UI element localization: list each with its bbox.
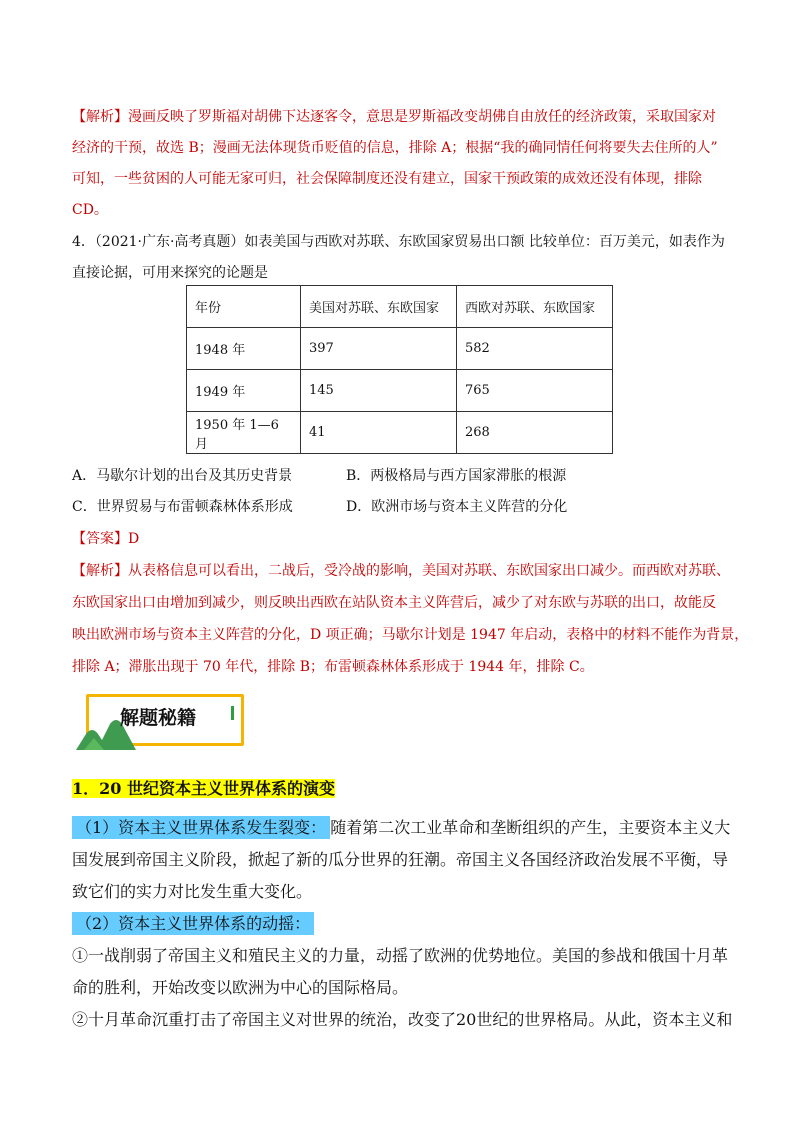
- analysis-label: 【解析】: [72, 563, 128, 579]
- answer-label: 【答案】: [72, 531, 128, 547]
- analysis-line: 【解析】从表格信息可以看出，二战后，受冷战的影响，美国对苏联、东欧国家出口减少。而西欧对苏联、: [72, 563, 730, 579]
- table-header: 年份: [187, 286, 301, 328]
- analysis-line: 可知，一些贫困的人可能无家可归，社会保障制度还没有建立，国家干预政策的成效还没有体现，排除: [72, 171, 702, 187]
- analysis-label: 【解析】: [72, 109, 128, 125]
- question-stem: 直接论据，可用来探究的论题是: [72, 265, 268, 281]
- table-row: [187, 412, 613, 454]
- table-cell: 1949 年: [187, 370, 301, 412]
- table-cell: 41: [301, 412, 457, 454]
- table-cell: 397: [301, 328, 457, 370]
- answer-line: [72, 528, 139, 548]
- analysis-line: 排除 A；滞胀出现于 70 年代，排除 B；布雷顿森林体系形成于 1944 年，排除 C。: [72, 659, 594, 675]
- trade-table: [186, 285, 613, 454]
- table-cell: 268: [457, 412, 613, 454]
- analysis-line: 【解析】漫画反映了罗斯福对胡佛下达逐客令，意思是罗斯福改变胡佛自由放任的经济政策，采取国家对: [72, 109, 716, 125]
- table-header: 美国对苏联、东欧国家: [301, 286, 457, 328]
- analysis-line: 东欧国家出口由增加到减少，则反映出西欧在站队资本主义阵营后，减少了对东欧与苏联的出口，故能反: [72, 595, 716, 611]
- paragraph-line: ①一战削弱了帝国主义和殖民主义的力量，动摇了欧洲的优势地位。美国的参战和俄国十月革: [72, 946, 729, 965]
- badge-title: 解题秘籍: [120, 707, 197, 729]
- table-row: [187, 370, 613, 412]
- analysis-line: 经济的干预，故选 B；漫画无法体现货币贬值的信息，排除 A；根据“我的确同情任何将要失去住所的人”: [72, 140, 718, 156]
- table-row: [187, 328, 613, 370]
- paragraph-line: ②十月革命沉重打击了帝国主义对世界的统治，改变了20世纪的世界格局。从此，资本主义和: [72, 1010, 733, 1029]
- option-b: B．两极格局与西方国家滞胀的根源: [346, 468, 567, 484]
- option-d: D．欧洲市场与资本主义阵营的分化: [346, 499, 568, 515]
- subsection-label: （1）资本主义世界体系发生裂变：: [72, 816, 330, 839]
- option-c: C．世界贸易与布雷顿森林体系形成: [72, 499, 293, 515]
- tips-badge: [76, 690, 248, 750]
- paragraph-line: 命的胜利，开始改变以欧洲为中心的国际格局。: [72, 978, 409, 997]
- section-title: 1．20 世纪资本主义世界体系的演变: [72, 779, 335, 798]
- table-row: [187, 286, 613, 328]
- table-cell: 1948 年: [187, 328, 301, 370]
- paragraph-line: 国发展到帝国主义阶段，掀起了新的瓜分世界的狂潮。帝国主义各国经济政治发展不平衡，导: [72, 850, 729, 869]
- table-cell: 145: [301, 370, 457, 412]
- table-cell: 1950 年 1—6 月: [187, 412, 301, 454]
- analysis-line: 映出欧洲市场与资本主义阵营的分化，D 项正确；马歇尔计划是 1947 年启动，表格中的材料不能作为背景，: [72, 627, 749, 643]
- answer-value: D: [128, 531, 140, 547]
- paragraph-line: （1）资本主义世界体系发生裂变： 随着第二次工业革命和垄断组织的产生，主要资本主义大: [72, 815, 730, 838]
- table-cell: 582: [457, 328, 613, 370]
- question-stem: 4．（2021·广东·高考真题）如表美国与西欧对苏联、东欧国家贸易出口额 比较单位：百万美元，如表作为: [72, 234, 725, 250]
- paragraph-line: 致它们的实力对比发生重大变化。: [72, 882, 313, 901]
- paragraph-line: [72, 911, 314, 934]
- subsection-label: （2）资本主义世界体系的动摇：: [72, 912, 314, 935]
- table-header: 西欧对苏联、东欧国家: [457, 286, 613, 328]
- table-cell: 765: [457, 370, 613, 412]
- badge-accent: [231, 706, 234, 720]
- option-a: A．马歇尔计划的出台及其历史背景: [72, 468, 293, 484]
- analysis-line: CD。: [72, 202, 108, 218]
